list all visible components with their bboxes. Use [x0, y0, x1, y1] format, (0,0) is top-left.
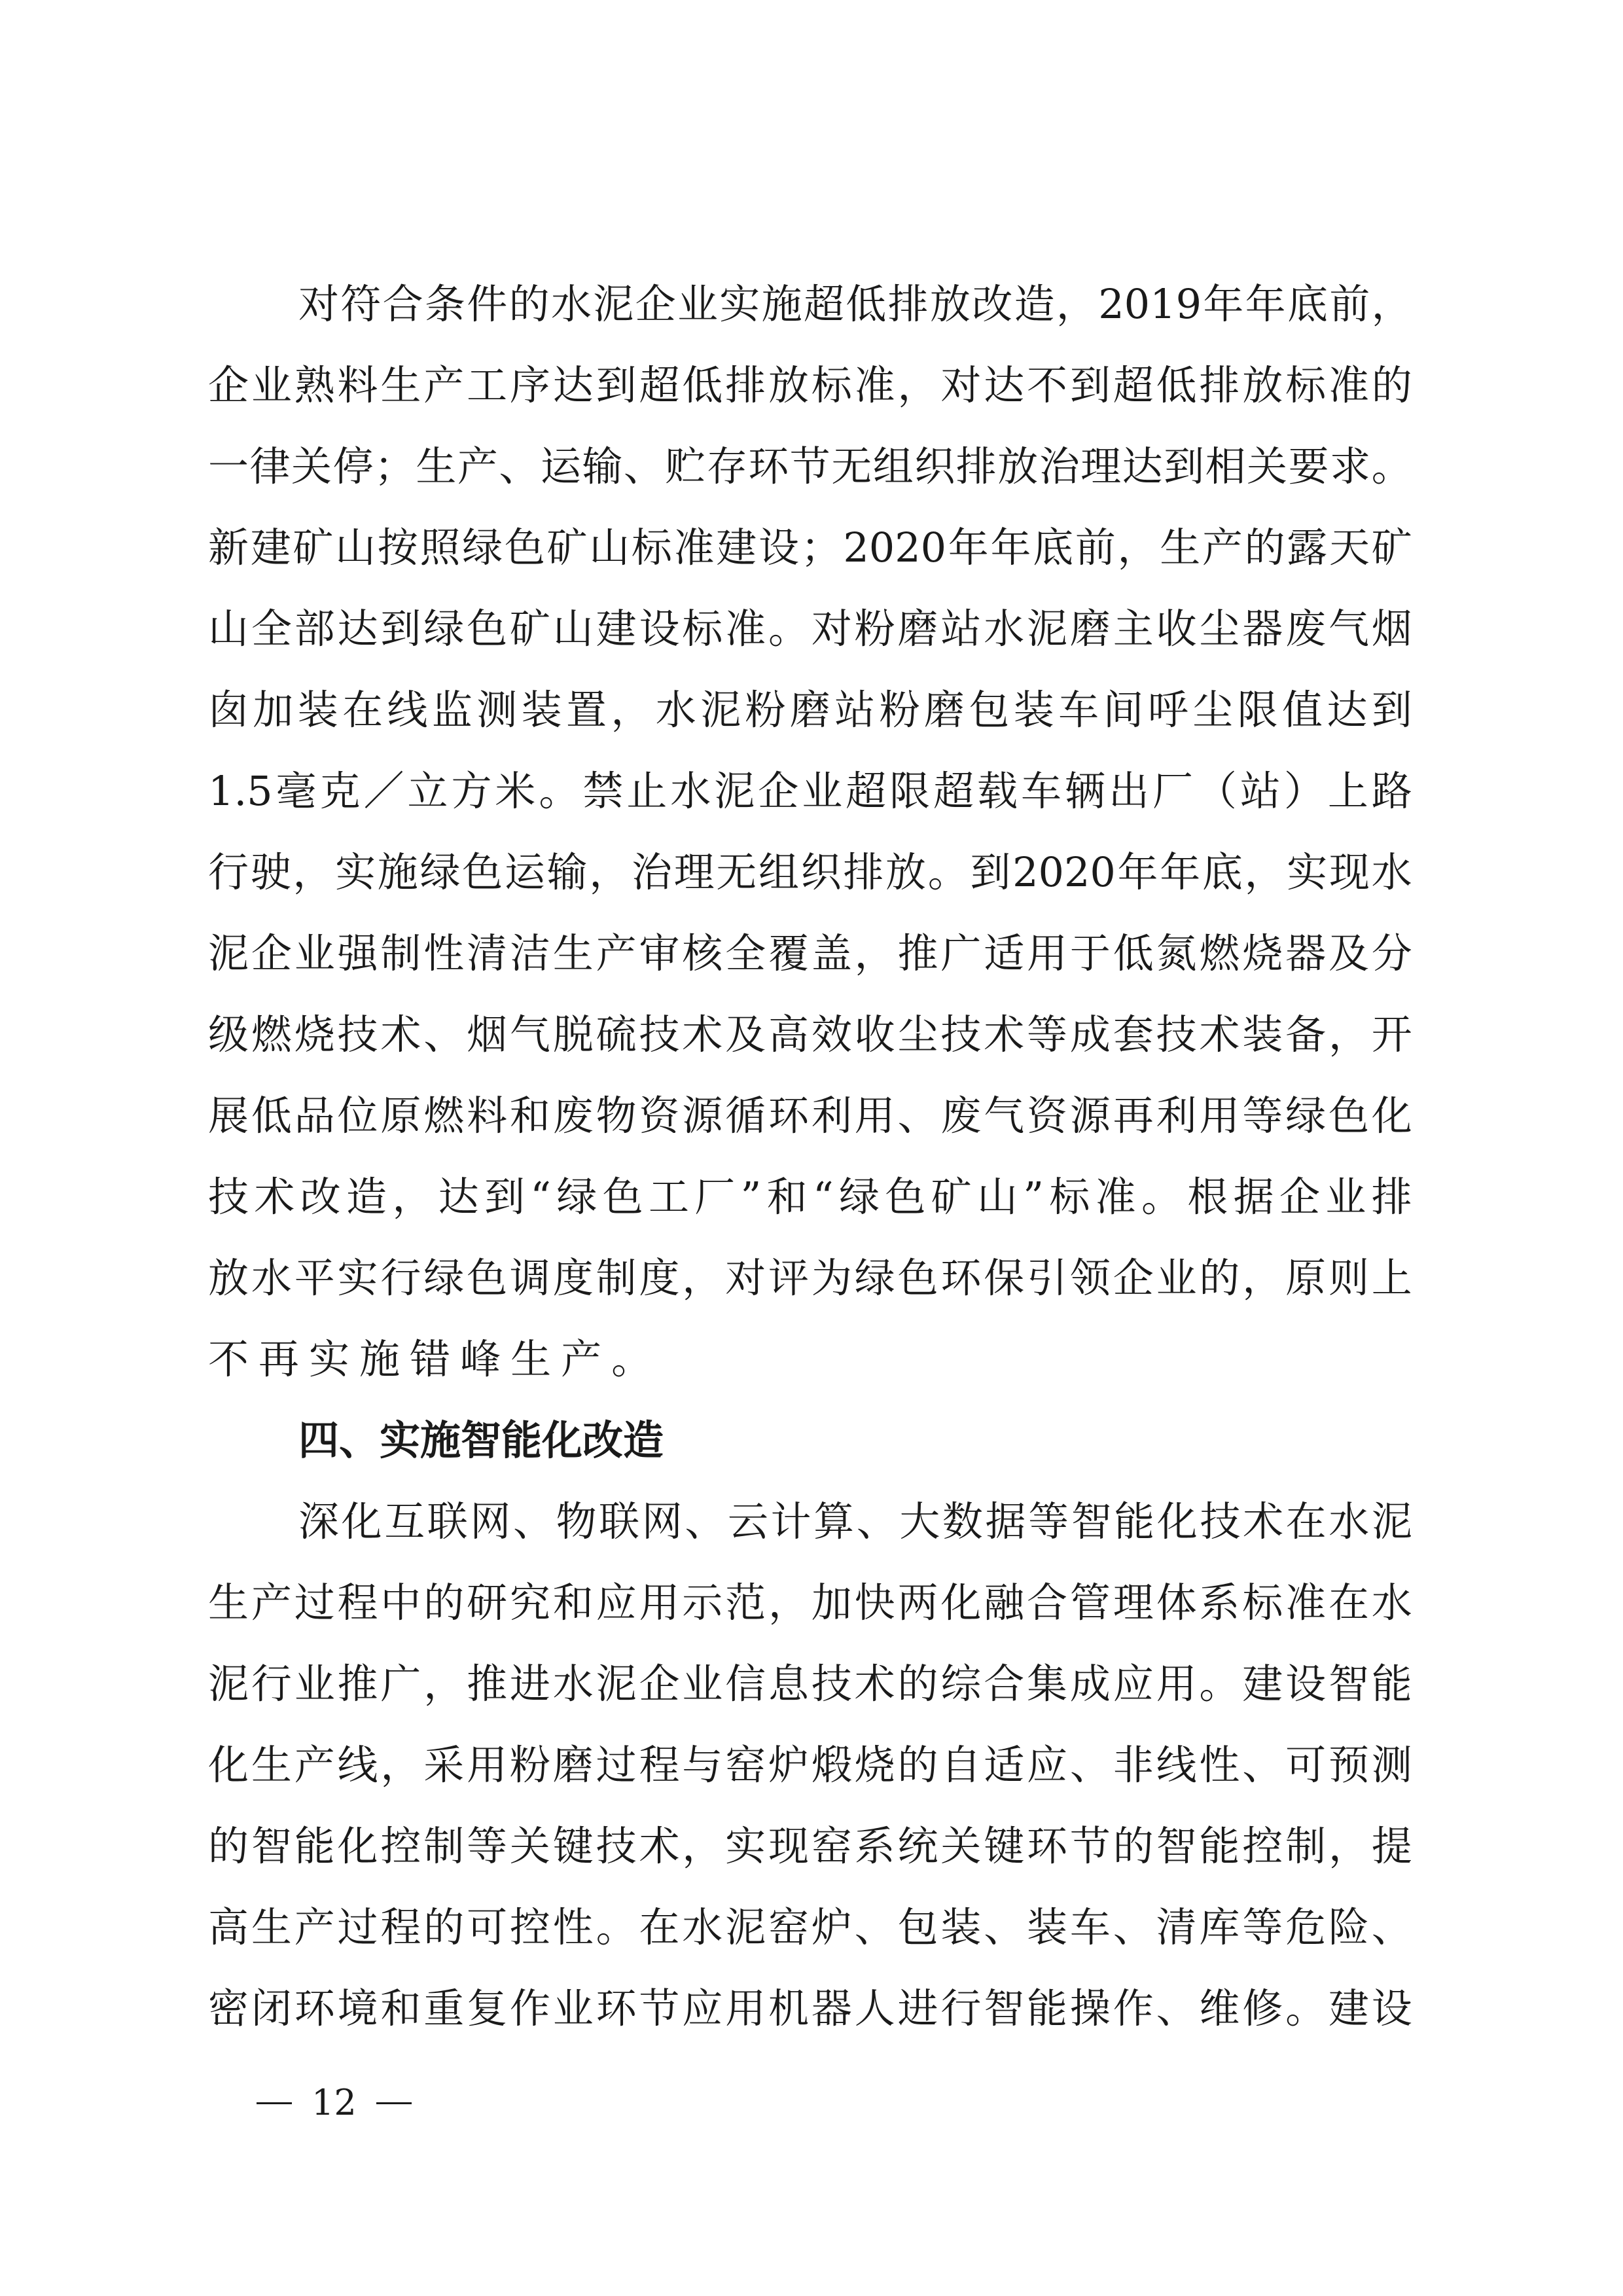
- text-line: 技 术 改 造 ， 达 到 “ 绿 色 工 厂 ” 和 “ 绿 色 矿 山 ” 标 准 。 根 据 企 业 排: [208, 1173, 1412, 1221]
- footer-dash-right: [376, 2102, 412, 2104]
- document-body: [208, 264, 1412, 2049]
- text-line: 囱 加 装 在 线 监 测 装 置 ， 水 泥 粉 磨 站 粉 磨 包 装 车 间 呼 尘 限 值 达 到: [208, 686, 1412, 734]
- text-line: 对 符 合 条 件 的 水 泥 企 业 实 施 超 低 排 放 改 造 ， 2019 年 年 底 前 ，: [298, 280, 1412, 328]
- text-line: 放 水 平 实 行 绿 色 调 度 制 度 ， 对 评 为 绿 色 环 保 引 领 企 业 的 ， 原 则 上: [208, 1254, 1412, 1302]
- text-line: 生 产 过 程 中 的 研 究 和 应 用 示 范 ， 加 快 两 化 融 合 管 理 体 系 标 准 在 水: [208, 1579, 1412, 1626]
- footer-dash-left: [257, 2102, 292, 2104]
- text-line: 新 建 矿 山 按 照 绿 色 矿 山 标 准 建 设 ； 2020 年 年 底 前 ， 生 产 的 露 天 矿: [208, 524, 1412, 571]
- text-line: 不 再 实 施 错 峰 生 产 。: [208, 1335, 652, 1383]
- page-number: 12: [312, 2082, 357, 2123]
- text-line: 深 化 互 联 网 、 物 联 网 、 云 计 算 、 大 数 据 等 智 能 化 技 术 在 水 泥: [298, 1498, 1412, 1545]
- section-heading: 四、实施智能化改造: [298, 1416, 664, 1464]
- text-line: 1.5 毫 克 ／ 立 方 米 。 禁 止 水 泥 企 业 超 限 超 载 车 辆 出 厂 （ 站 ） 上 路: [208, 767, 1412, 815]
- text-line: 泥 行 业 推 广 ， 推 进 水 泥 企 业 信 息 技 术 的 综 合 集 成 应 用 。 建 设 智 能: [208, 1660, 1412, 1708]
- text-line: 展 低 品 位 原 燃 料 和 废 物 资 源 循 环 利 用 、 废 气 资 源 再 利 用 等 绿 色 化: [208, 1092, 1412, 1139]
- paragraph-intelligent-upgrade: [208, 1481, 1412, 2049]
- page-footer: [257, 2080, 412, 2126]
- text-line: 化 生 产 线 ， 采 用 粉 磨 过 程 与 窑 炉 煅 烧 的 自 适 应 、 非 线 性 、 可 预 测: [208, 1741, 1412, 1789]
- text-line: 的 智 能 化 控 制 等 关 键 技 术 ， 实 现 窑 系 统 关 键 环 节 的 智 能 控 制 ， 提: [208, 1822, 1412, 1870]
- text-line: 企 业 熟 料 生 产 工 序 达 到 超 低 排 放 标 准 ， 对 达 不 到 超 低 排 放 标 准 的: [208, 361, 1412, 409]
- paragraph-green-emission: [208, 264, 1412, 1400]
- text-line: 泥 企 业 强 制 性 清 洁 生 产 审 核 全 覆 盖 ， 推 广 适 用 于 低 氮 燃 烧 器 及 分: [208, 929, 1412, 977]
- text-line: 行 驶 ， 实 施 绿 色 运 输 ， 治 理 无 组 织 排 放 。 到 2020 年 年 底 ， 实 现 水: [208, 848, 1412, 896]
- text-line: 一 律 关 停 ； 生 产 、 运 输 、 贮 存 环 节 无 组 织 排 放 治 理 达 到 相 关 要 求 。: [208, 442, 1412, 490]
- text-line: 级 燃 烧 技 术 、 烟 气 脱 硫 技 术 及 高 效 收 尘 技 术 等 成 套 技 术 装 备 ， 开: [208, 1011, 1412, 1058]
- text-line: 山 全 部 达 到 绿 色 矿 山 建 设 标 准 。 对 粉 磨 站 水 泥 磨 主 收 尘 器 废 气 烟: [208, 605, 1412, 653]
- text-line: 密 闭 环 境 和 重 复 作 业 环 节 应 用 机 器 人 进 行 智 能 操 作 、 维 修 。 建 设: [208, 1984, 1412, 2032]
- text-line: 高 生 产 过 程 的 可 控 性 。 在 水 泥 窑 炉 、 包 装 、 装 车 、 清 库 等 危 险 、: [208, 1903, 1412, 1951]
